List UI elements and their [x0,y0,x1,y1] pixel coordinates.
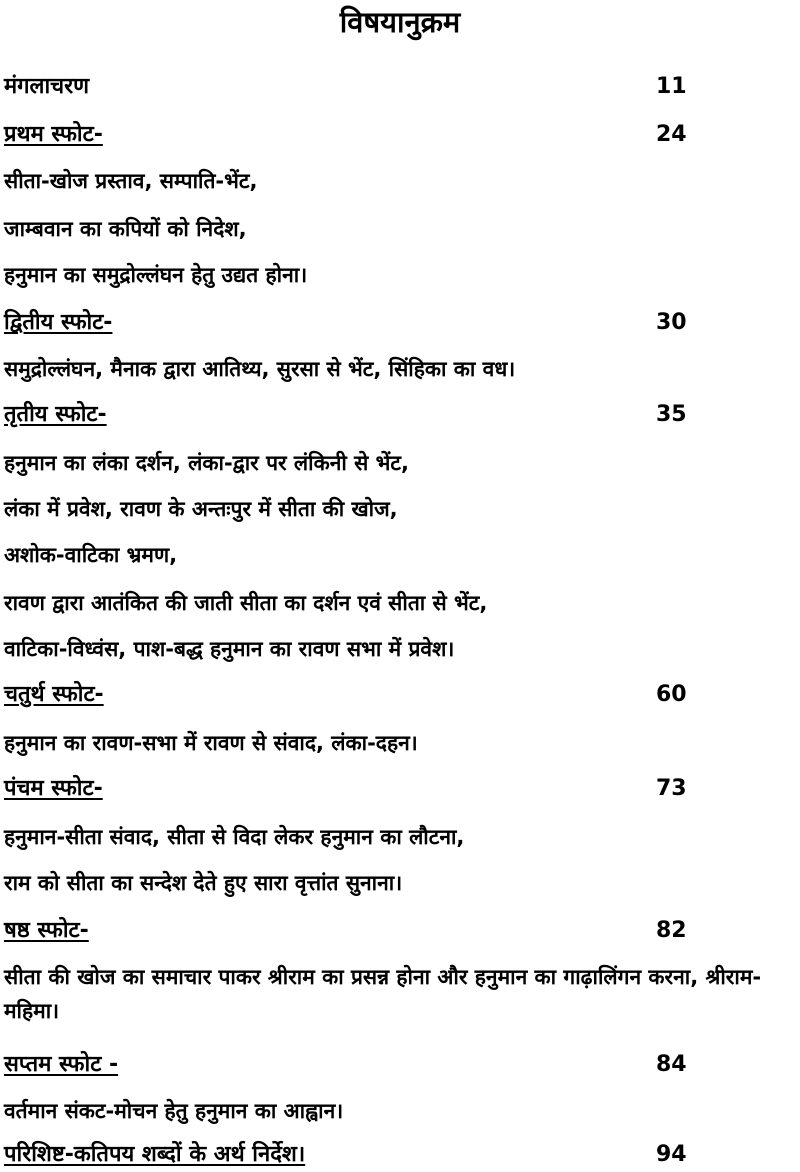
toc-description-line: हनुमान का रावण-सभा में रावण से संवाद, लंका-दहन। [4,731,418,755]
toc-description-line: सीता की खोज का समाचार पाकर श्रीराम का प्रसन्न होना और हनुमान का गाढ़ालिंगन करना, श्रीराम-महिमा। [4,965,762,1023]
toc-description-line: अशोक-वाटिका भ्रमण, [4,543,178,567]
toc-heading-shashth: षष्ठ स्फोट- [4,918,89,943]
page-title: विषयानुक्रम [339,5,461,39]
toc-description-line: समुद्रोल्लंघन, मैनाक द्वारा आतिथ्य, सुरसा से भेंट, सिंहिका का वध। [4,357,516,381]
toc-description-line: जाम्बवान का कपियों को निदेश, [4,217,247,241]
toc-description-line: वाटिका-विध्वंस, पाश-बद्ध हनुमान का रावण सभा में प्रवेश। [4,637,455,661]
toc-description-line: लंका में प्रवेश, रावण के अन्तःपुर में सीता की खोज, [4,497,398,521]
toc-page-number: 94 [656,1142,687,1167]
toc-heading-mangalacharan: मंगलाचरण [4,74,90,99]
toc-page-number: 11 [656,74,687,99]
toc-description-line: वर्तमान संकट-मोचन हेतु हनुमान का आह्वान। [4,1099,344,1123]
toc-heading-tritiya: तृतीय स्फोट- [4,402,107,427]
toc-page-number: 30 [656,310,687,335]
toc-description-line: रावण द्वारा आतंकित की जाती सीता का दर्शन एवं सीता से भेंट, [4,591,488,615]
toc-heading-saptam: सप्तम स्फोट - [4,1052,119,1077]
toc-page-number: 84 [656,1052,687,1077]
toc-heading-pancham: पंचम स्फोट- [4,776,103,801]
toc-page-number: 82 [656,918,687,943]
toc-description-line: हनुमान का लंका दर्शन, लंका-द्वार पर लंकिनी से भेंट, [4,451,409,475]
toc-heading-dwitiya: द्वितीय स्फोट- [4,310,113,335]
toc-page-number: 24 [656,122,687,147]
toc-description-line: हनुमान-सीता संवाद, सीता से विदा लेकर हनुमान का लौटना, [4,825,465,849]
toc-description-line: राम को सीता का सन्देश देते हुए सारा वृत्तांत सुनाना। [4,871,403,895]
toc-page-number: 35 [656,402,687,427]
toc-description-line: हनुमान का समुद्रोल्लंघन हेतु उद्यत होना। [4,263,308,287]
toc-heading-chaturth: चतुर्थ स्फोट- [4,682,104,707]
toc-page-number: 60 [656,682,687,707]
toc-description-line: सीता-खोज प्रस्ताव, सम्पाति-भेंट, [4,169,258,193]
toc-heading-pratham: प्रथम स्फोट- [4,122,103,147]
toc-page-number: 73 [656,776,687,801]
toc-heading-parishisht: परिशिष्ट-कतिपय शब्दों के अर्थ निर्देश। [4,1142,306,1167]
